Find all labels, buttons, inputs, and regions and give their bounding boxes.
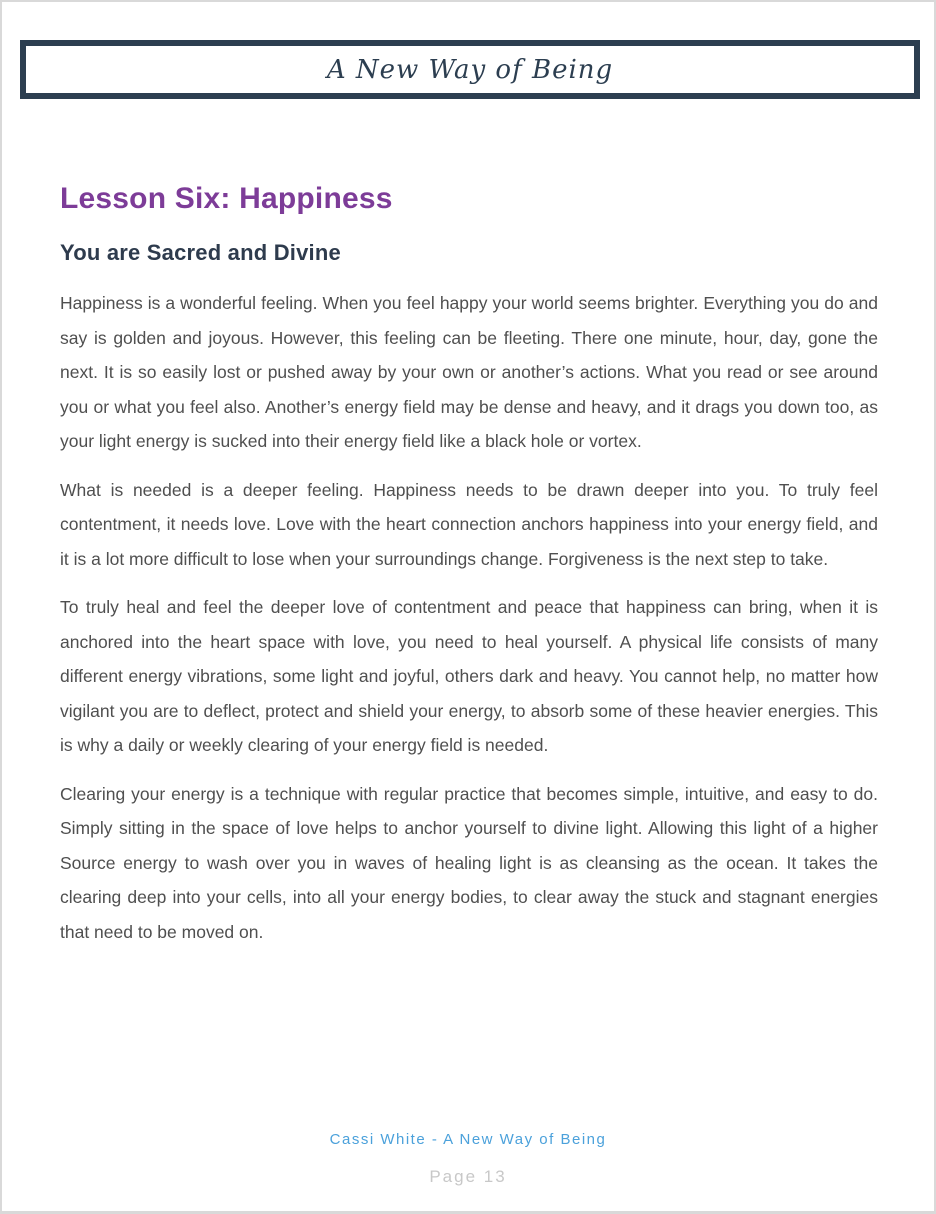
- footer-credit: Cassi White - A New Way of Being: [329, 1131, 607, 1148]
- lesson-body: [60, 286, 878, 949]
- body-paragraph: To truly heal and feel the deeper love of contentment and peace that happiness can bring, when it is anchored into the heart space with love, you need to heal yourself. A physical life consists of many different energy vibrations, some light and joyful, others dark and heavy. You cannot help, no matter how vigilant you are to deflect, protect and shield your energy, to absorb some of these heavier energies. This is why a daily or weekly clearing of your energy field is needed.: [60, 597, 878, 755]
- lesson-title: Lesson Six: Happiness: [60, 182, 393, 215]
- body-paragraph: Clearing your energy is a technique with regular practice that becomes simple, intuitive, and easy to do. Simply sitting in the space of love helps to anchor yourself to divine light. Allowing this light of a higher Source energy to wash over you in waves of healing light is as cleansing as the ocean. It takes the clearing deep into your cells, into all your energy bodies, to clear away the stuck and stagnant energies that need to be moved on.: [60, 783, 878, 942]
- body-paragraph: What is needed is a deeper feeling. Happiness needs to be drawn deeper into you. To truly feel contentment, it needs love. Love with the heart connection anchors happiness into your energy field, and it is a lot more difficult to lose when your surroundings change. Forgiveness is the next step to take.: [60, 479, 878, 569]
- book-title: A New Way of Being: [326, 54, 614, 85]
- page-number: Page 13: [429, 1167, 507, 1186]
- page-content: [60, 100, 878, 963]
- lesson-subtitle: You are Sacred and Divine: [60, 240, 341, 265]
- body-paragraph: Happiness is a wonderful feeling. When you feel happy your world seems brighter. Everything you do and say is golden and joyous. However, this feeling can be fleeting. There one minute, hour, day, gone the next. It is so easily lost or pushed away by your own or another’s actions. What you read or see around you or what you feel also. Another’s energy field may be dense and heavy, and it drags you down too, as your light energy is sucked into their energy field like a black hole or vortex.: [60, 293, 878, 451]
- page-header-banner: [20, 40, 920, 99]
